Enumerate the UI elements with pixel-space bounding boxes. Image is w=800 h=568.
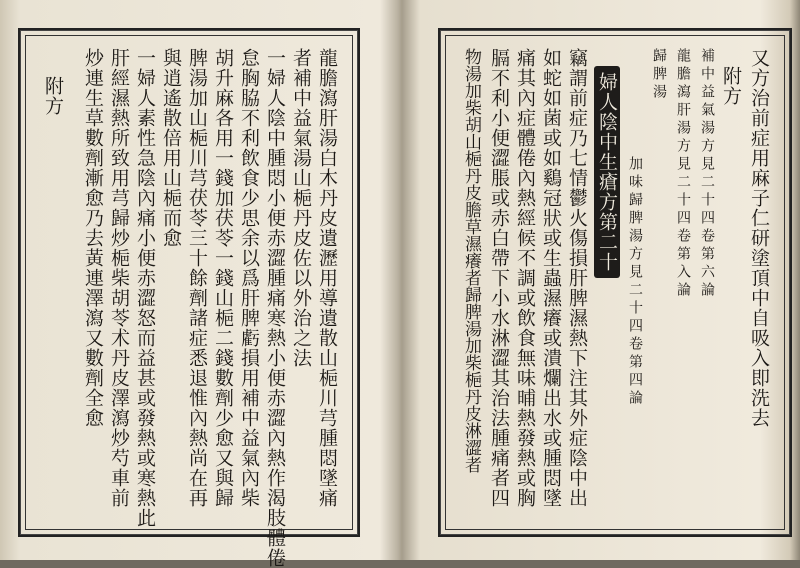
appendix-heading: 附方: [720, 66, 742, 106]
formula-reference: 龍膽瀉肝湯方見二十四卷第入論: [675, 48, 691, 300]
text-column: 竊謂前症乃七情鬱火傷損肝脾濕熱下注其外症陰中出: [566, 48, 588, 508]
right-page: [402, 0, 800, 560]
text-column: 炒連生草數劑漸愈乃去黃連澤瀉又數劑全愈: [82, 48, 104, 428]
right-page-inner-border: [445, 35, 785, 530]
formula-reference: 歸脾湯: [651, 48, 667, 102]
left-page: [0, 0, 395, 568]
formula-reference: 補中益氣湯方見二十四卷第六論: [699, 48, 715, 300]
text-column: 膈不利小便澀脹或赤白帶下小水淋澀其治法腫痛者四: [488, 48, 510, 508]
text-column: 肝經濕熱所致用芎歸炒梔柴胡苓术丹皮澤瀉炒芍車前: [108, 48, 130, 508]
text-column: 怠胸脇不利飲食少思余以爲肝脾虧損用補中益氣內柴: [238, 48, 260, 508]
formula-reference: 加味歸脾湯方見二十四卷第四論: [627, 156, 643, 408]
text-column: 與逍遙散倍用山梔而愈: [160, 48, 182, 248]
text-column: 脾湯加山梔川芎茯苓三十餘劑諸症悉退惟內熱尚在再: [186, 48, 208, 508]
section-title: 婦人陰中生瘡方第二十: [594, 66, 620, 278]
left-page-inner-border: [25, 35, 353, 568]
text-column: 又方治前症用麻子仁研塗頂中自吸入即洗去: [748, 48, 770, 428]
text-column: 如蛇如菌或如鷄冠狀或生蟲濕癢或潰爛出水或腫悶墜: [540, 48, 562, 508]
text-column: 物湯加柴胡山梔丹皮膽草濕癢者歸脾湯加柴梔丹皮淋澀者: [461, 48, 481, 473]
right-page-frame: [438, 28, 792, 537]
text-column: 痛其內症體倦內熱經候不調或飲食無味晡熱發熱或胸: [514, 48, 536, 508]
left-page-frame: [18, 28, 360, 568]
text-column: 一婦人陰中腫悶小便赤澀腫痛寒熱小便赤澀內熱作渴肢體倦: [264, 48, 286, 568]
text-column: 者補中益氣湯山梔丹皮佐以外治之法: [290, 48, 312, 368]
text-column: 龍膽瀉肝湯白木丹皮遺瀝用導遺散山梔川芎腫悶墜痛: [316, 48, 338, 508]
text-column: 胡升麻各用一錢加茯苓一錢山梔二錢數劑少愈又與歸: [212, 48, 234, 508]
appendix-heading: 附方: [42, 76, 64, 116]
text-column: 一婦人素性急陰內痛小便赤澀怒而益甚或發熱或寒熱此: [134, 48, 156, 528]
